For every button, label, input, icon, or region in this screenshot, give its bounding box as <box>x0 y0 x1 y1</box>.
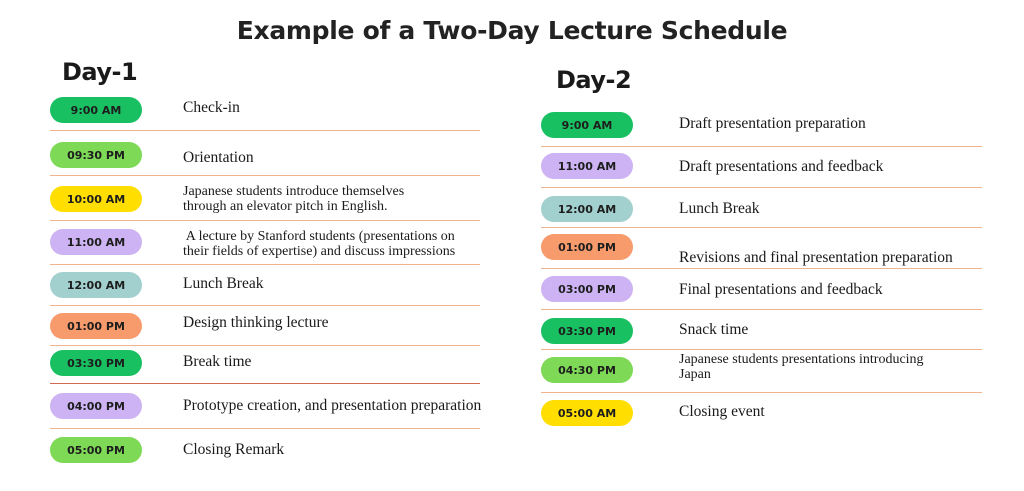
activity-line: A lecture by Stanford students (presentations on <box>183 229 455 244</box>
time-badge: 09:30 PM <box>50 142 142 168</box>
activity-description <box>183 229 455 259</box>
time-badge: 10:00 AM <box>50 186 142 212</box>
activity-description <box>679 201 759 217</box>
activity-description <box>679 404 765 420</box>
activity-line: Orientation <box>183 149 254 166</box>
day1-heading: Day-1 <box>62 58 138 86</box>
activity-description <box>183 184 404 214</box>
row-divider <box>541 309 982 310</box>
activity-line: Closing event <box>679 403 765 420</box>
time-badge: 03:30 PM <box>50 350 142 376</box>
page-title: Example of a Two-Day Lecture Schedule <box>236 16 788 45</box>
time-badge: 9:00 AM <box>541 112 633 138</box>
activity-line: Japanese students introduce themselves <box>183 184 405 199</box>
time-badge: 01:00 PM <box>541 234 633 260</box>
activity-description <box>679 116 866 132</box>
activity-line: Revisions and final presentation preparation <box>679 249 953 266</box>
row-divider <box>541 392 982 393</box>
activity-description <box>183 150 254 166</box>
activity-description <box>183 354 251 370</box>
time-badge: 05:00 AM <box>541 400 633 426</box>
row-divider <box>541 349 982 350</box>
row-divider <box>50 428 480 429</box>
activity-line: Japanese students presentations introducing <box>679 352 924 367</box>
row-divider <box>50 305 480 306</box>
activity-line: Draft presentation preparation <box>679 115 866 132</box>
activity-line: Japan <box>679 367 711 382</box>
activity-line: Prototype creation, and presentation preparation <box>183 397 482 414</box>
activity-line: Final presentations and feedback <box>679 281 883 298</box>
activity-description <box>183 398 481 414</box>
time-badge: 9:00 AM <box>50 97 142 123</box>
time-badge: 05:00 PM <box>50 437 142 463</box>
activity-description <box>183 442 284 458</box>
activity-line: Design thinking lecture <box>183 314 329 331</box>
activity-description <box>183 100 240 116</box>
activity-description <box>183 276 263 292</box>
activity-description <box>183 315 329 331</box>
day2-heading: Day-2 <box>556 66 632 94</box>
activity-line: Break time <box>183 353 252 370</box>
activity-description <box>679 282 883 298</box>
activity-line: Snack time <box>679 321 749 338</box>
row-divider <box>50 264 480 265</box>
row-divider <box>541 187 982 188</box>
time-badge: 12:00 AM <box>50 272 142 298</box>
time-badge: 03:30 PM <box>541 318 633 344</box>
row-divider <box>50 220 480 221</box>
activity-line: Lunch Break <box>679 200 760 217</box>
activity-line: Check-in <box>183 99 240 116</box>
activity-line: Draft presentations and feedback <box>679 158 884 175</box>
time-badge: 01:00 PM <box>50 313 142 339</box>
activity-line: their fields of expertise) and discuss impressions <box>183 244 456 259</box>
row-divider <box>541 227 982 228</box>
row-divider <box>541 268 982 269</box>
activity-line: Closing Remark <box>183 441 285 458</box>
activity-description <box>679 250 953 266</box>
time-badge: 04:00 PM <box>50 393 142 419</box>
time-badge: 11:00 AM <box>50 229 142 255</box>
activity-description <box>679 352 924 382</box>
activity-description <box>679 322 748 338</box>
time-badge: 11:00 AM <box>541 153 633 179</box>
time-badge: 04:30 PM <box>541 357 633 383</box>
activity-description <box>679 159 883 175</box>
activity-line: Lunch Break <box>183 275 264 292</box>
row-divider <box>50 130 480 131</box>
row-divider <box>50 175 480 176</box>
row-divider <box>50 383 480 384</box>
activity-line: through an elevator pitch in English. <box>183 199 388 214</box>
row-divider <box>541 146 982 147</box>
time-badge: 12:00 AM <box>541 196 633 222</box>
time-badge: 03:00 PM <box>541 276 633 302</box>
row-divider <box>50 345 480 346</box>
